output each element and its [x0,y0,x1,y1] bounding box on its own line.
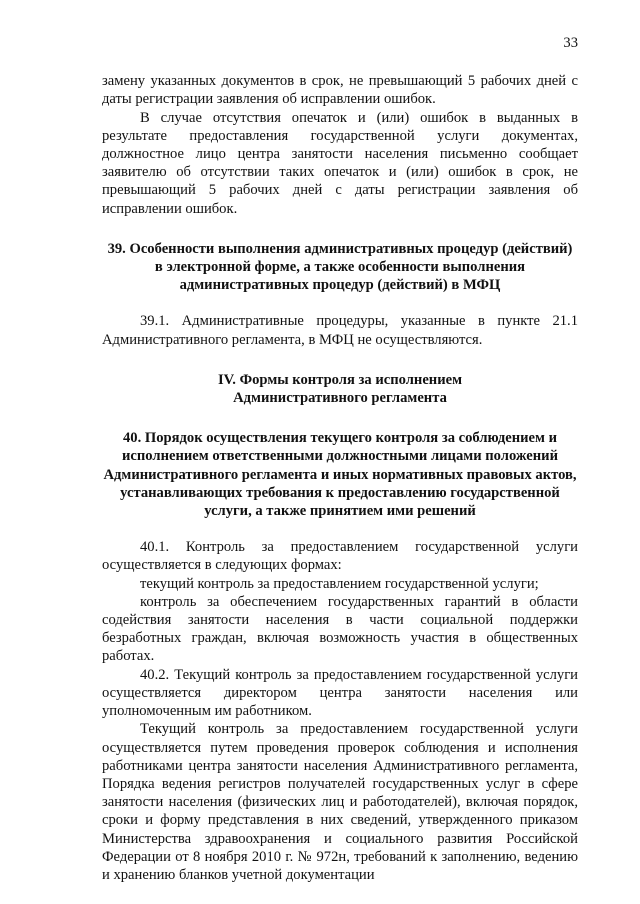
document-page [102,34,578,884]
section-39-heading: 39. Особенности выполнения административных процедур (действий) в электронной форме, а также особенности выполнения административных процедур (действий) в МФЦ [107,240,573,294]
paragraph: Текущий контроль за предоставлением государственной услуги осуществляется путем проведения проверок соблюдения и исполнения работниками центра занятости населения Административного регламента, Порядка ведения регистров получателей государственных услуг в сфере занятости населения (физических лиц и работодателей), включая порядок, сроки и форму представления в них сведений, утвержденного приказом Министерства здравоохранения и социального развития Российской Федерации от 8 ноября 2010 г. № 972н, требований к заполнению, ведению и хранению бланков учетной документации [102,721,578,883]
paragraph: текущий контроль за предоставлением государственной услуги; [140,575,539,592]
part-iv-heading [102,371,578,407]
paragraph: 39.1. Административные процедуры, указанные в пункте 21.1 Административного регламента, в МФЦ не осуществляются. [102,313,578,348]
paragraph: 40.2. Текущий контроль за предоставлением государственной услуги осуществляется директором центра занятости населения или уполномоченным им работником. [102,666,578,720]
page-number: 33 [563,35,578,51]
paragraph: контроль за обеспечением государственных гарантий в области содействия занятости населения в части социальной поддержки безработных граждан, включая возможность участия в общественных работах. [102,593,578,665]
paragraph: В случае отсутствия опечаток и (или) ошибок в выданных в результате предоставления государственной услуги документах, должностное лицо центра занятости населения письменно сообщает заявителю об отсутствии таких опечаток и (или) ошибок в срок, не превышающий 5 рабочих дней с даты регистрации заявления об исправлении ошибок. [102,109,578,217]
part-iv-heading-line2: Административного регламента [233,390,447,407]
paragraph: 40.1. Контроль за предоставлением государственной услуги осуществляется в следующих формах: [102,539,578,574]
paragraph: замену указанных документов в срок, не превышающий 5 рабочих дней с даты регистрации заявления об исправлении ошибок. [102,73,578,108]
section-40-heading: 40. Порядок осуществления текущего контроля за соблюдением и исполнением ответственными должностными лицами положений Административного регламента и иных нормативных правовых актов, устанавливающих требования к предоставлению государственной услуги, а также принятием ими решений [103,430,577,520]
part-iv-heading-line1: IV. Формы контроля за исполнением [217,371,463,388]
